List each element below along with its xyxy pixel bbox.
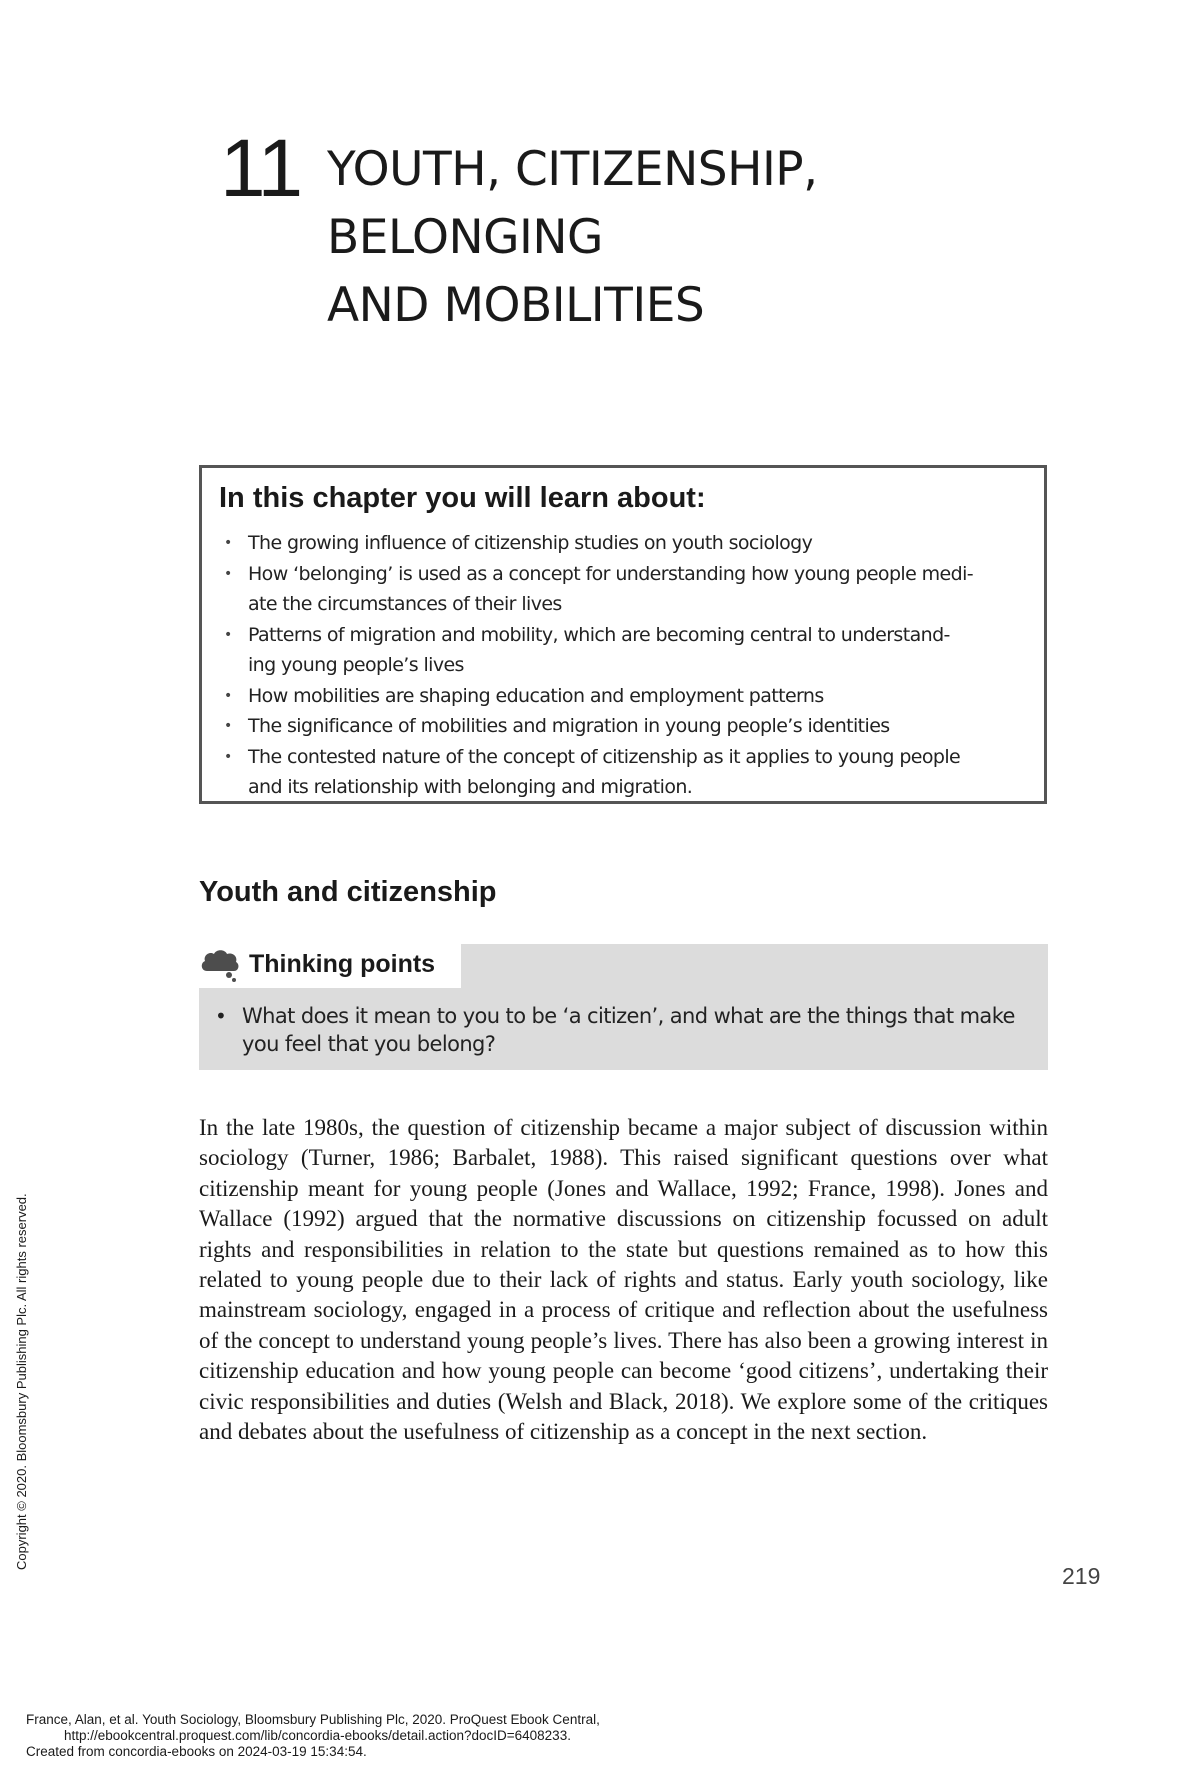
- learning-objective-item: [219, 742, 1034, 803]
- learning-objective-item: [219, 620, 1034, 681]
- bullet-icon: •: [224, 748, 232, 765]
- learning-objective-line: How ‘belonging’ is used as a concept for understanding how young people medi-: [248, 562, 974, 585]
- page-number: 219: [1062, 1563, 1101, 1589]
- thinking-point-line: What does it mean to you to be ‘a citizen’, and what are the things that make: [242, 1004, 1015, 1028]
- learning-objective-item: [219, 528, 1034, 559]
- learning-objective-line: The significance of mobilities and migration in young people’s identities: [248, 715, 890, 737]
- bullet-icon: •: [224, 687, 232, 704]
- citation-line: Created from concordia-ebooks on 2024-03-19 15:34:54.: [26, 1744, 367, 1759]
- chapter-title: [327, 136, 818, 340]
- thinking-points-box: [199, 944, 1048, 1070]
- citation-line: France, Alan, et al. Youth Sociology, Bloomsbury Publishing Plc, 2020. ProQuest Ebook Central,: [26, 1712, 600, 1727]
- learning-objective-line: ing young people’s lives: [248, 654, 464, 676]
- citation-url: http://ebookcentral.proquest.com/lib/concordia-ebooks/detail.action?docID=6408233.: [64, 1728, 571, 1743]
- chapter-title-line: AND MOBILITIES: [327, 278, 705, 333]
- thinking-points-title: Thinking points: [249, 950, 436, 978]
- learning-objective-line: ate the circumstances of their lives: [248, 593, 562, 615]
- learning-objective-line: and its relationship with belonging and migration.: [248, 776, 693, 798]
- bullet-icon: •: [224, 626, 232, 643]
- learning-objective-item: [219, 681, 1034, 712]
- chapter-title-line: YOUTH, CITIZENSHIP,: [327, 142, 818, 197]
- thought-cloud-icon: [199, 947, 241, 983]
- learning-objective-line: How mobilities are shaping education and employment patterns: [248, 684, 824, 707]
- learning-objective-item: [219, 711, 1034, 742]
- thinking-points-header: [199, 944, 461, 988]
- thinking-point-line: you feel that you belong?: [242, 1032, 496, 1056]
- learning-objectives-title: In this chapter you will learn about:: [219, 482, 706, 514]
- bullet-icon: •: [215, 1004, 227, 1028]
- side-copyright-notice: Copyright © 2020. Bloomsbury Publishing Plc. All rights reserved.: [14, 1193, 29, 1570]
- chapter-title-line: BELONGING: [327, 210, 603, 265]
- thinking-point-item: [212, 1002, 1032, 1058]
- body-paragraph: In the late 1980s, the question of citizenship became a major subject of discussion within sociology (Turner, 1986; Barbalet, 1988). This raised significant questions over what citizenship meant for young people (Jones and Wallace, 1992; France, 1998). Jones and Wallace (1992) argued that the normative discussions on citizenship focussed on adult rights and responsibilities in relation to the state but questions remained as to how this related to young people due to their lack of rights and status. Early youth sociology, like mainstream sociology, engaged in a process of critique and reflection about the usefulness of the concept to understand young people’s lives. There has also been a growing interest in citizenship education and how young people can become ‘good citizens’, undertaking their civic responsibilities and duties (Welsh and Black, 2018). We explore some of the critiques and debates about the usefulness of citizenship as a concept in the next section.: [199, 1115, 1048, 1445]
- bullet-icon: •: [224, 535, 232, 551]
- learning-objectives-box: [199, 465, 1047, 804]
- learning-objective-line: Patterns of migration and mobility, which are becoming central to understand-: [248, 623, 950, 646]
- learning-objective-item: [219, 559, 1034, 620]
- bullet-icon: •: [224, 718, 232, 734]
- citation-footer: [26, 1712, 600, 1760]
- learning-objective-line: The growing influence of citizenship studies on youth sociology: [248, 532, 813, 554]
- thinking-points-list: [212, 1002, 1032, 1058]
- learning-objective-line: The contested nature of the concept of citizenship as it applies to young people: [248, 745, 961, 768]
- chapter-number: 11: [220, 123, 302, 214]
- bullet-icon: •: [224, 565, 232, 582]
- section-heading: Youth and citizenship: [199, 876, 497, 908]
- learning-objectives-list: [219, 528, 1034, 803]
